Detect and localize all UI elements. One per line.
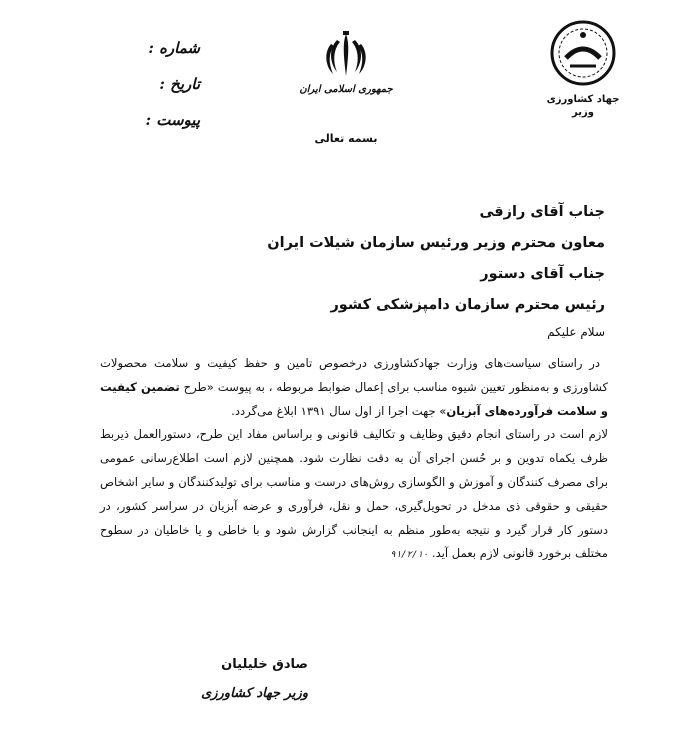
recipient-line: جناب آقای دستور <box>480 266 605 282</box>
number-label: شماره : <box>148 39 200 57</box>
signatory-name: صادق خلیلیان <box>221 657 308 672</box>
ministry-logo-text: جهاد کشاورزی <box>546 94 620 105</box>
ministry-logo-icon <box>548 18 618 88</box>
letter-meta <box>130 30 200 138</box>
attachment-label: پیوست : <box>145 111 200 129</box>
signatory-title: وزیر جهاد کشاورزی <box>201 686 308 701</box>
recipient-line: رئیس محترم سازمان دامپزشکی کشور <box>330 297 605 313</box>
paragraph-text: » جهت اجرا از اول سال ۱۳۹۱ ابلاغ می‌گردد. <box>231 403 447 418</box>
paragraph-text: لازم است در راستای انجام دقیق وظایف و تکالیف قانونی و براساس مفاد این طرح، دستورالعمل ذیربط ظرف یکماه تدوین و بر حُسن اجرای آن به دقت نظارت شود. همچنین لازم است اطلاع‌رسانی عمومی برای مصرف کنندگان و آموزش و الگوسازی روش‌های درست و مناسب برای تولیدکنندگان و سایر اشخاص حقیقی و حقوقی ذی مدخل در تحویل‌گیری، حمل و نقل، فرآوری و عرضه آبزیان در سراسر کشور، در دستور کار قرار گیرد و نتیجه به‌طور منظم به اینجانب گزارش شود و با خاطی و یا خاطیان در سطوح مختلف برخورد قانونی لازم بعمل آید. <box>100 427 608 561</box>
signature-block <box>148 650 308 701</box>
handwritten-date: ۹۱/۲/۱۰ <box>390 550 429 561</box>
emblem-caption: جمهوری اسلامی ایران <box>299 84 393 95</box>
date-label: تاریخ : <box>159 75 200 93</box>
national-emblem <box>296 30 396 95</box>
iran-emblem-icon <box>323 30 369 80</box>
recipient-line: جناب آقای رازقی <box>479 204 605 220</box>
recipients-block <box>85 197 605 321</box>
plan-title: تضمین کیفیت و سلامت فرآورده‌های آبزیان <box>100 379 608 418</box>
bismillah: بسمه تعالی <box>314 132 378 145</box>
recipient-line: معاون محترم وزیر ورئیس سازمان شیلات ایران <box>267 235 605 251</box>
ministry-logo <box>538 18 628 118</box>
paragraph-text: در راستای سیاست‌های وزارت جهادکشاورزی درخصوص تامین و حفظ کیفیت و سلامت محصولات کشاورزی و به‌منظور تعیین شیوه مناسب برای إعمال ضوابط مربوطه ، به پیوست «طرح <box>100 356 609 394</box>
body-paragraph <box>100 423 608 568</box>
minister-label: وزیر <box>572 107 594 118</box>
salutation: سلام علیکم <box>547 325 605 339</box>
letter-body <box>100 352 608 568</box>
body-paragraph <box>100 352 608 423</box>
